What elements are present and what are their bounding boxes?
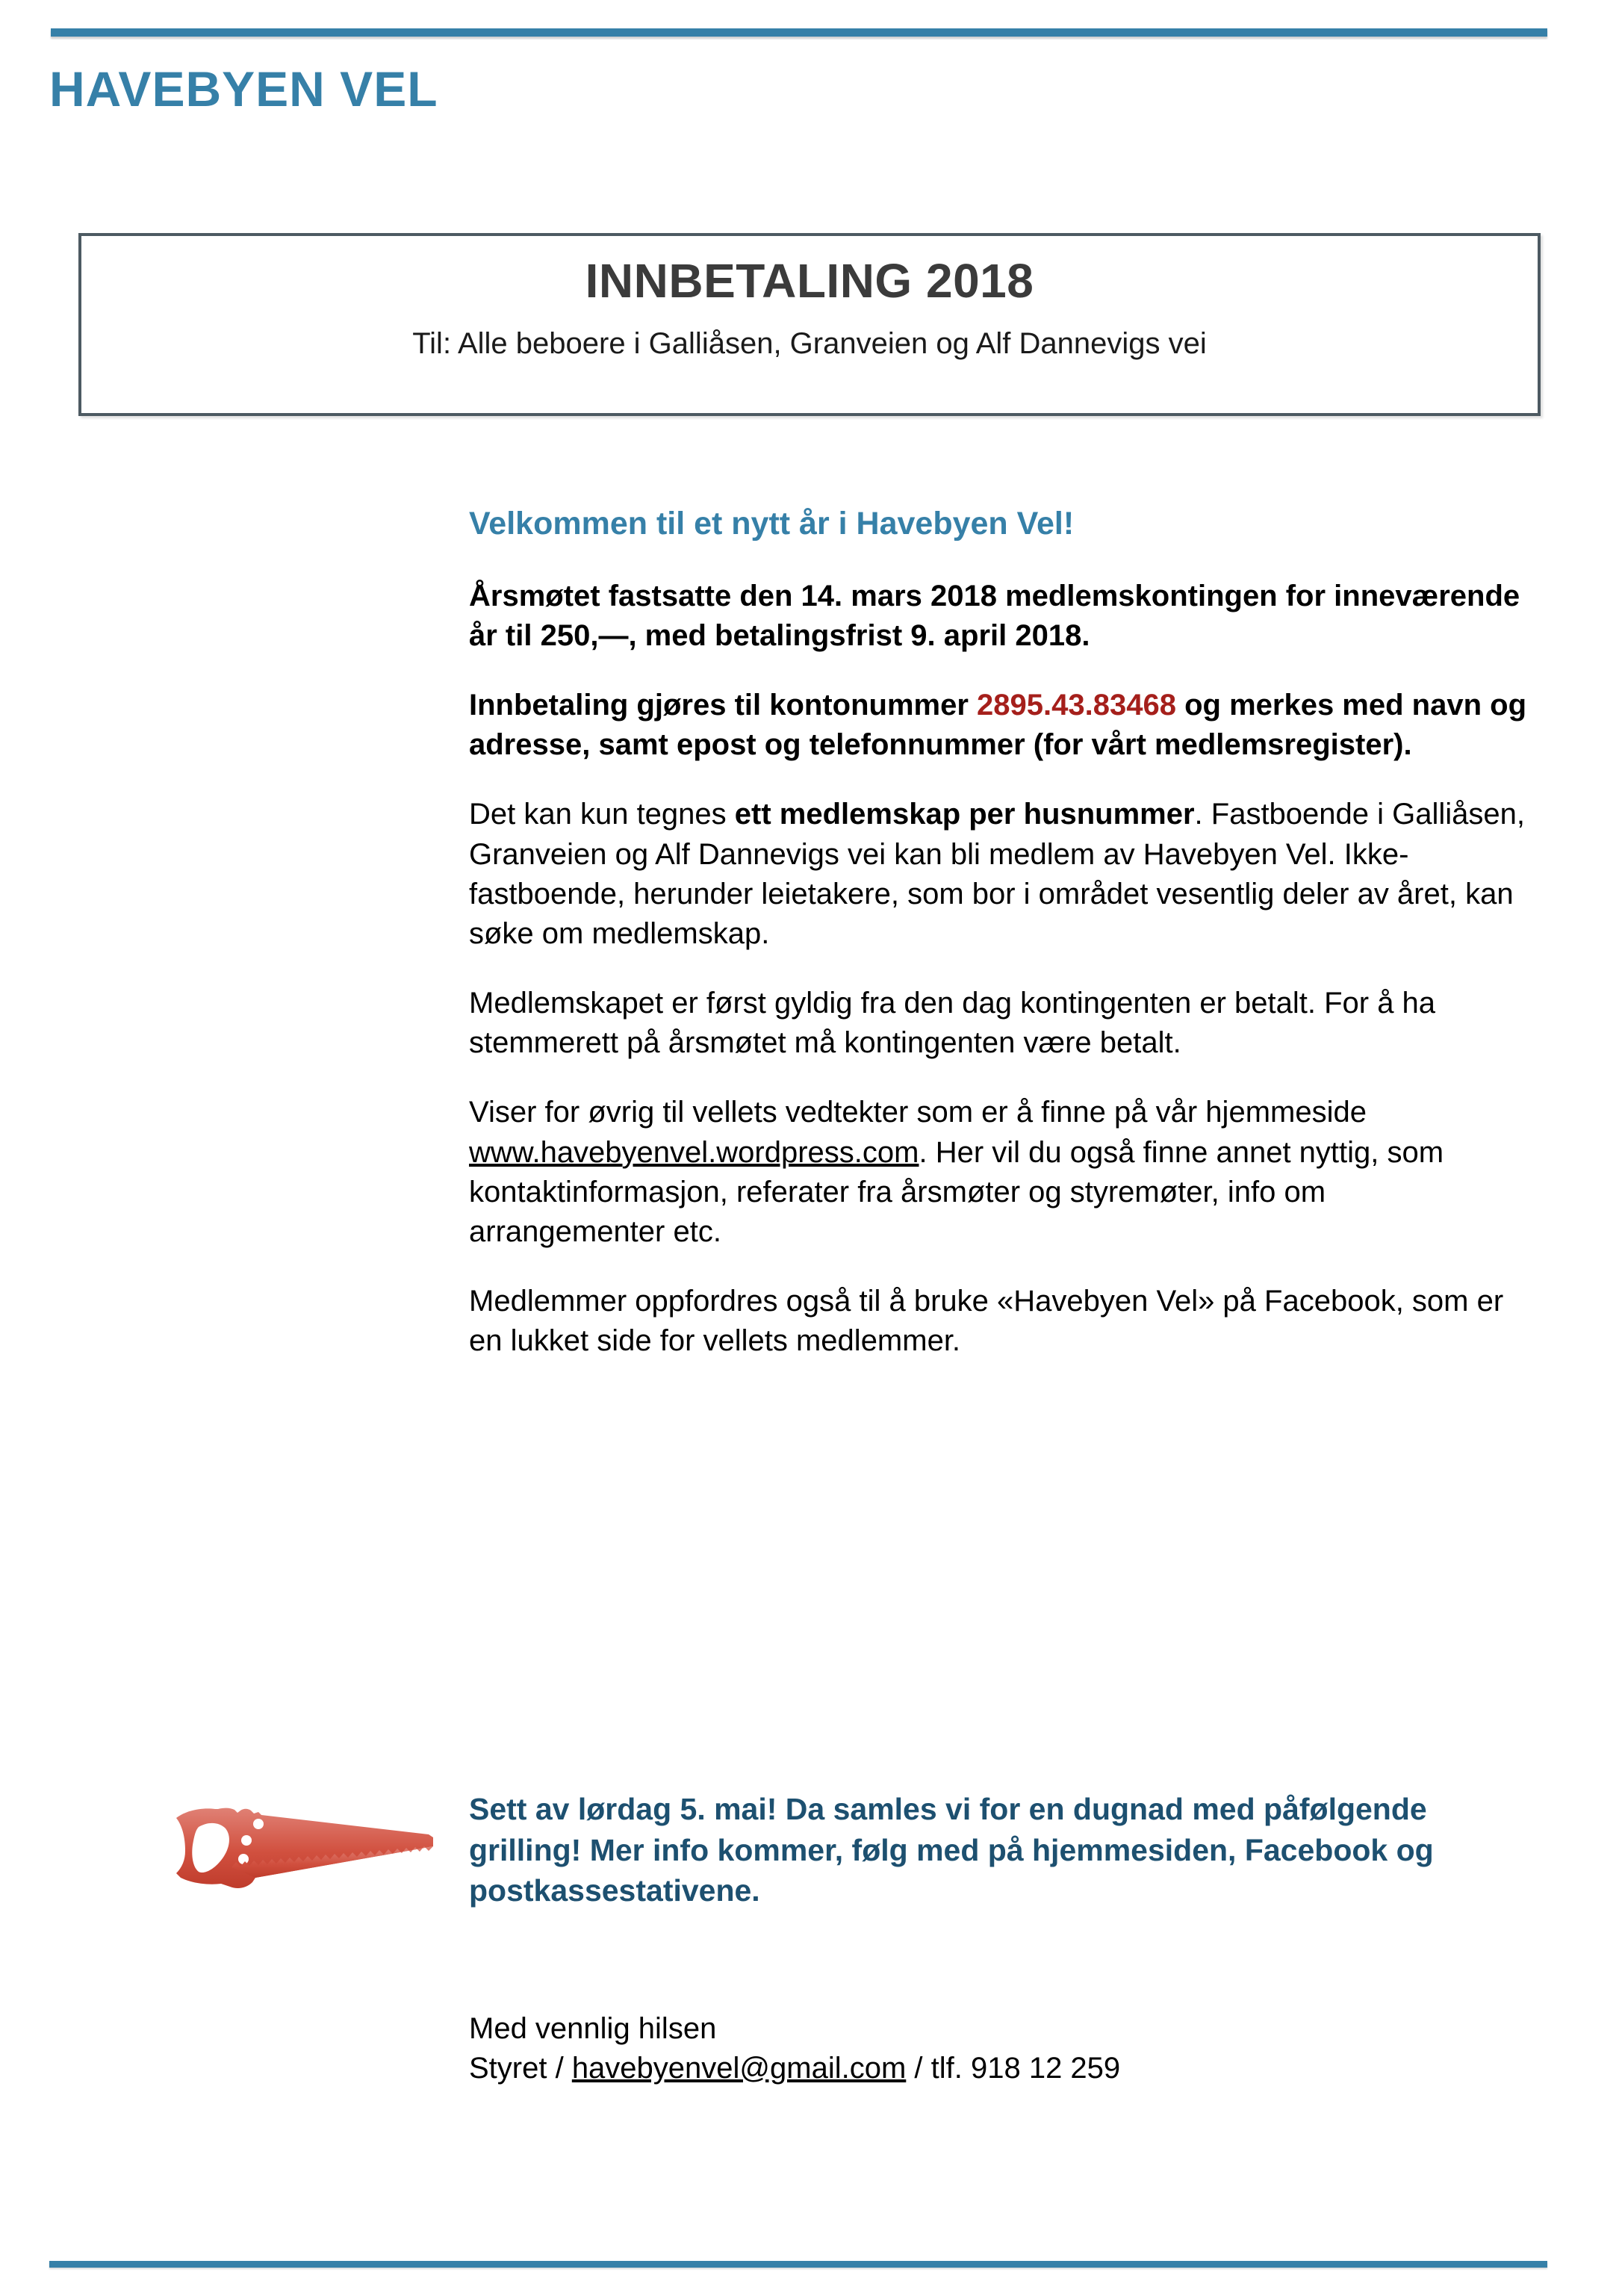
website-suffix-text: . Her vil du også finne annet nyttig, som kontaktinformasjon, referater fra årsmøter og styremøter, info om arrangementer etc.	[469, 1135, 1444, 1249]
footer-rule	[49, 2261, 1547, 2268]
membership-suffix-text: . Fastboende i Galliåsen, Granveien og Alf Dannevigs vei kan bli medlem av Havebyen Vel. Ikke-fastboende, herunder leietakere, som bor i området vesentlig deler av året, kan søke om medlemskap.	[469, 798, 1526, 950]
facebook-text: Medlemmer oppfordres også til å bruke «Havebyen Vel» på Facebook, som er en lukket side for vellets medlemmer.	[469, 1285, 1504, 1358]
website-prefix-text: Viser for øvrig til vellets vedtekter som er å finne på vår hjemmeside	[469, 1096, 1367, 1129]
paragraph-membership	[469, 795, 1529, 954]
title-box	[78, 233, 1541, 416]
payment-suffix-text: og merkes med navn og adresse, samt epost og telefonnummer (for vårt medlemsregister).	[469, 688, 1527, 762]
page-title: HAVEBYEN VEL	[49, 61, 438, 117]
membership-prefix-text: Det kan kun tegnes	[469, 798, 735, 831]
document-title: INNBETALING 2018	[585, 254, 1034, 308]
paragraph-facebook	[469, 1282, 1529, 1361]
fee-notice-text: Årsmøtet fastsatte den 14. mars 2018 medlemskontingen for inneværende år til 250,—, med betalingsfrist 9. april 2018.	[469, 579, 1520, 652]
membership-emphasis: ett medlemskap per husnummer	[734, 798, 1195, 831]
document-subtitle: Til: Alle beboere i Galliåsen, Granveien og Alf Dannevigs vei	[412, 327, 1207, 361]
paragraph-fee-notice	[469, 577, 1529, 656]
paragraph-website	[469, 1093, 1529, 1252]
saw-icon	[166, 1790, 464, 1894]
paragraph-payment	[469, 686, 1529, 765]
lead-heading: Velkommen til et nytt år i Havebyen Vel!	[469, 506, 1075, 542]
account-number: 2895.43.83468	[977, 688, 1176, 722]
signature-prefix-text: Styret /	[469, 2052, 572, 2085]
signature-suffix-text: / tlf. 918 12 259	[906, 2052, 1121, 2085]
dugnad-callout: Sett av lørdag 5. mai! Da samles vi for en dugnad med påfølgende grilling! Mer info kommer, følg med på hjemmesiden, Facebook og postkassestativene.	[469, 1792, 1434, 1908]
payment-prefix-text: Innbetaling gjøres til kontonummer	[469, 688, 978, 722]
website-link[interactable]: www.havebyenvel.wordpress.com	[469, 1135, 919, 1169]
validity-text: Medlemskapet er først gyldig fra den dag kontingenten er betalt. For å ha stemmerett på årsmøtet må kontingenten være betalt.	[469, 987, 1436, 1060]
signature-contact-line	[469, 2049, 1514, 2088]
signature-block	[469, 2009, 1514, 2088]
signature-greeting: Med vennlig hilsen	[469, 2012, 717, 2045]
email-link[interactable]: havebyenvel@gmail.com	[571, 2052, 907, 2085]
body-content	[469, 505, 1529, 1391]
header-rule	[51, 28, 1547, 37]
paragraph-validity	[469, 984, 1529, 1063]
